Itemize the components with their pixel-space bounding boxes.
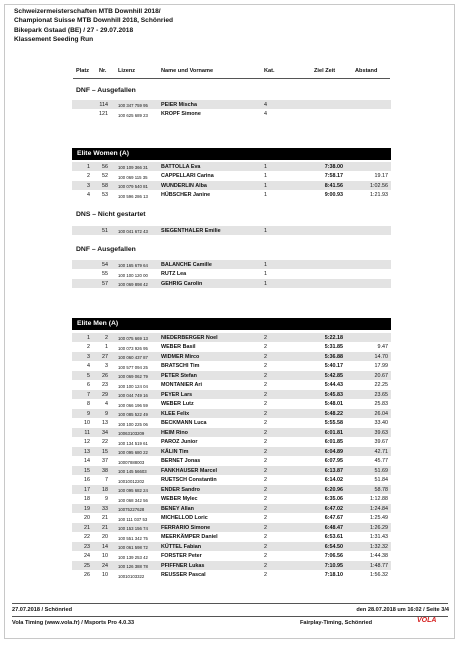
cell-zeit: 5:48.01: [324, 401, 343, 407]
cell-nr: 114: [99, 101, 108, 108]
cell-lizenz: 100 139 253 42: [118, 554, 148, 560]
cell-lizenz: 10063103209: [118, 431, 145, 437]
cell-zeit: 8:41.56: [324, 182, 343, 189]
cell-platz: 4: [87, 363, 90, 369]
footer-print-info: den 28.07.2018 um 16:02 / Seite 3/4: [356, 607, 449, 613]
table-row: [72, 172, 391, 181]
table-row: [72, 181, 391, 190]
cell-nr: 13: [102, 420, 108, 426]
cell-zeit: 6:13.87: [324, 467, 343, 474]
cell-lizenz: 100 165 679 64: [118, 263, 148, 269]
cell-zeit: 6:01.81: [324, 429, 343, 436]
cell-kat: 2: [264, 534, 267, 540]
cell-lizenz: 100 577 094 25: [118, 364, 148, 370]
cell-name: FERRARIO Simone: [161, 524, 211, 531]
cell-zeit: 6:04.89: [324, 448, 343, 455]
cell-platz: 1: [87, 163, 90, 170]
cell-name: PAROZ Junior: [161, 439, 198, 445]
cell-lizenz: 100 075 669 13: [118, 336, 148, 342]
cell-nr: 29: [102, 391, 108, 398]
table-row: [72, 343, 391, 352]
cell-name: BERNET Jonas: [161, 458, 201, 464]
cell-abstand: 39.63: [374, 429, 388, 436]
cell-zeit: 5:40.17: [324, 363, 343, 369]
col-header-name: Name und Vorname: [161, 68, 214, 74]
cell-zeit: 6:47.67: [324, 515, 343, 521]
cell-lizenz: 100 625 689 23: [118, 112, 148, 118]
cell-kat: 2: [264, 391, 267, 398]
cell-lizenz: 100 041 672 43: [118, 229, 148, 235]
cell-platz: 14: [84, 458, 90, 464]
table-row: [72, 371, 391, 380]
cell-zeit: 5:42.85: [324, 372, 343, 379]
header-subtitle: Championat Suisse MTB Downhill 2018, Schönried: [14, 17, 174, 25]
cell-name: BATTOLLA Eva: [161, 163, 201, 170]
cell-abstand: 9.47: [377, 344, 388, 350]
footer-rule-2: [12, 616, 448, 617]
cell-abstand: 23.65: [374, 391, 388, 398]
cell-name: HÜBSCHER Janine: [161, 192, 211, 198]
cell-kat: 2: [264, 382, 267, 388]
cell-name: KLEE Felix: [161, 410, 190, 417]
cell-name: BRATSCHI Tim: [161, 363, 200, 369]
cell-kat: 2: [264, 401, 267, 407]
cell-zeit: 7:58.17: [324, 173, 343, 179]
cell-platz: 16: [84, 477, 90, 483]
cell-nr: 37: [102, 458, 108, 464]
cell-platz: 24: [84, 553, 90, 559]
header-ranking-type: Klassement Seeding Run: [14, 35, 94, 43]
cell-lizenz: 100 134 519 61: [118, 440, 148, 446]
section-title-bar: [72, 318, 391, 330]
cell-nr: 53: [102, 192, 108, 198]
cell-kat: 1: [264, 182, 267, 189]
cell-name: WEBER Lutz: [161, 401, 194, 407]
table-row: [72, 270, 391, 279]
document-header: [14, 7, 173, 44]
table-row: [72, 191, 391, 200]
footer-timing: Fairplay-Timing, Schönried: [300, 620, 373, 626]
table-row: [72, 514, 391, 523]
cell-zeit: 5:45.83: [324, 391, 343, 398]
col-header-kat: Kat.: [264, 68, 275, 74]
cell-nr: 38: [102, 467, 108, 474]
table-row: [72, 226, 391, 235]
cell-abstand: 39.67: [374, 439, 388, 445]
cell-abstand: 51.84: [374, 477, 388, 483]
cell-name: RUTZ Lea: [161, 271, 187, 277]
cell-lizenz: 100 100 120 00: [118, 272, 148, 278]
cell-nr: 7: [105, 477, 108, 483]
cell-zeit: 5:22.18: [324, 334, 343, 341]
cell-name: HEIM Rino: [161, 429, 188, 436]
table-row: [72, 162, 391, 171]
cell-kat: 2: [264, 467, 267, 474]
cell-name: FANKHAUSER Marcel: [161, 467, 218, 474]
cell-kat: 1: [264, 227, 267, 234]
cell-kat: 4: [264, 101, 267, 108]
section-title: Elite Men (A): [77, 320, 119, 327]
cell-nr: 21: [102, 515, 108, 521]
cell-platz: 13: [84, 448, 90, 455]
col-header-nr: Nr.: [99, 68, 107, 74]
cell-lizenz: 100 100 124 04: [118, 383, 148, 389]
cell-nr: 23: [102, 382, 108, 388]
header-rule: [73, 78, 390, 79]
cell-nr: 57: [102, 280, 108, 287]
cell-name: WEBER Basil: [161, 344, 196, 350]
table-row: [72, 495, 391, 504]
cell-nr: 55: [102, 271, 108, 277]
cell-nr: 9: [105, 410, 108, 417]
cell-name: PETER Stefan: [161, 372, 197, 379]
cell-nr: 51: [102, 227, 108, 234]
cell-nr: 24: [102, 562, 108, 569]
cell-platz: 25: [84, 562, 90, 569]
cell-nr: 21: [102, 524, 108, 531]
cell-abstand: 58.78: [374, 486, 388, 493]
cell-zeit: 6:20.96: [324, 486, 343, 493]
cell-lizenz: 10010103322: [118, 573, 145, 579]
cell-name: MEERKÄMPER Daniel: [161, 534, 218, 540]
cell-kat: 1: [264, 280, 267, 287]
cell-name: RUETSCH Constantin: [161, 477, 217, 483]
cell-zeit: 5:36.88: [324, 353, 343, 360]
cell-name: BECKMANN Luca: [161, 420, 207, 426]
header-title: Schweizermeisterschaften MTB Downhill 2018/: [14, 8, 161, 15]
cell-kat: 2: [264, 553, 267, 559]
table-row: [72, 110, 391, 119]
table-row: [72, 352, 391, 361]
cell-abstand: 22.25: [374, 382, 388, 388]
cell-zeit: 6:14.02: [324, 477, 343, 483]
cell-lizenz: 100 066 196 59: [118, 402, 148, 408]
cell-lizenz: 100 100 225 06: [118, 421, 148, 427]
cell-lizenz: 10075227628: [118, 507, 145, 513]
cell-abstand: 1:26.29: [370, 524, 388, 531]
cell-nr: 22: [102, 439, 108, 445]
cell-platz: 23: [84, 543, 90, 550]
cell-kat: 1: [264, 271, 267, 277]
cell-lizenz: 100 068 342 56: [118, 497, 148, 503]
cell-kat: 2: [264, 429, 267, 436]
cell-kat: 2: [264, 410, 267, 417]
table-row: [72, 542, 391, 551]
cell-zeit: 7:06.56: [324, 553, 343, 559]
cell-zeit: 5:31.85: [324, 344, 343, 350]
cell-zeit: 6:35.06: [324, 496, 343, 502]
cell-zeit: 6:01.85: [324, 439, 343, 445]
cell-abstand: 42.71: [374, 448, 388, 455]
section-title: Elite Women (A): [77, 150, 129, 157]
table-row: [72, 419, 391, 428]
table-row: [72, 100, 391, 109]
table-row: [72, 333, 391, 342]
col-header-abstand: Abstand: [355, 68, 378, 74]
cell-nr: 27: [102, 353, 108, 360]
cell-name: MICHELLOD Loric: [161, 515, 208, 521]
cell-nr: 4: [105, 401, 108, 407]
cell-platz: 15: [84, 467, 90, 474]
cell-kat: 1: [264, 261, 267, 268]
table-row: [72, 362, 391, 371]
cell-zeit: 7:18.10: [324, 572, 343, 578]
cell-nr: 14: [102, 543, 108, 550]
cell-nr: 10: [102, 553, 108, 559]
cell-platz: 10: [84, 420, 90, 426]
cell-kat: 2: [264, 562, 267, 569]
table-row: [72, 571, 391, 580]
cell-platz: 2: [87, 173, 90, 179]
cell-platz: 18: [84, 496, 90, 502]
cell-lizenz: 100 079 540 81: [118, 184, 148, 190]
cell-abstand: 1:56.32: [370, 572, 388, 578]
cell-name: PFIFFNER Lukas: [161, 562, 205, 569]
cell-platz: 6: [87, 382, 90, 388]
cell-kat: 2: [264, 344, 267, 350]
cell-abstand: 51.69: [374, 467, 388, 474]
cell-nr: 26: [102, 372, 108, 379]
cell-platz: 9: [87, 410, 90, 417]
cell-nr: 58: [102, 182, 108, 189]
cell-platz: 22: [84, 534, 90, 540]
cell-name: NIEDERBERGER Noel: [161, 334, 218, 341]
cell-abstand: 19.17: [374, 173, 388, 179]
cell-nr: 1: [105, 344, 108, 350]
cell-name: MONTANIER Ari: [161, 382, 203, 388]
cell-name: CAPPELLARI Carina: [161, 173, 214, 179]
cell-name: SIEGENTHALER Emilie: [161, 227, 221, 234]
cell-name: PEYER Lars: [161, 391, 193, 398]
cell-kat: 2: [264, 486, 267, 493]
cell-name: REUSSER Pascal: [161, 572, 206, 578]
cell-name: KÄLIN Tim: [161, 448, 189, 455]
cell-lizenz: 100 145 56603: [118, 469, 147, 475]
cell-name: KROPF Simone: [161, 111, 201, 117]
cell-name: PEIER Mischa: [161, 101, 197, 108]
cell-zeit: 6:53.61: [324, 534, 343, 540]
section-title-bar: [72, 148, 391, 160]
cell-nr: 15: [102, 448, 108, 455]
cell-platz: 20: [84, 515, 90, 521]
cell-platz: 12: [84, 439, 90, 445]
cell-zeit: 6:07.95: [324, 458, 343, 464]
table-row: [72, 438, 391, 447]
cell-abstand: 1:48.77: [370, 562, 388, 569]
cell-zeit: 6:47.02: [324, 505, 343, 512]
cell-lizenz: 100 347 759 95: [118, 103, 148, 109]
footer-rule: [12, 603, 448, 604]
cell-abstand: 33.40: [374, 420, 388, 426]
cell-lizenz: 100 044 749 16: [118, 393, 148, 399]
cell-abstand: 1:32.32: [370, 543, 388, 550]
col-header-platz: Platz: [76, 68, 90, 74]
cell-name: WEBER Mylec: [161, 496, 198, 502]
table-row: [72, 466, 391, 475]
cell-nr: 52: [102, 173, 108, 179]
cell-kat: 2: [264, 496, 267, 502]
cell-lizenz: 100 153 156 74: [118, 526, 148, 532]
cell-name: BALANCHE Camille: [161, 261, 212, 268]
cell-lizenz: 100 069 062 79: [118, 374, 148, 380]
cell-kat: 2: [264, 448, 267, 455]
cell-zeit: 7:38.00: [324, 163, 343, 170]
cell-platz: 2: [87, 344, 90, 350]
cell-abstand: 1:02.56: [370, 182, 388, 189]
cell-abstand: 1:24.84: [370, 505, 388, 512]
cell-nr: 33: [102, 505, 108, 512]
table-row: [72, 390, 391, 399]
cell-kat: 4: [264, 111, 267, 117]
cell-kat: 2: [264, 505, 267, 512]
table-row: [72, 457, 391, 466]
cell-zeit: 6:48.47: [324, 524, 343, 531]
table-row: [72, 561, 391, 570]
col-header-zeit: Ziel Zeit: [314, 68, 336, 74]
cell-platz: 19: [84, 505, 90, 512]
cell-abstand: 25.83: [374, 401, 388, 407]
vola-logo: VOLA: [417, 617, 437, 624]
cell-abstand: 1:12.88: [370, 496, 388, 502]
cell-platz: 26: [84, 572, 90, 578]
cell-nr: 54: [102, 261, 108, 268]
cell-zeit: 5:48.22: [324, 410, 343, 417]
cell-lizenz: 100 060 437 87: [118, 355, 148, 361]
cell-kat: 2: [264, 515, 267, 521]
cell-lizenz: 10010012202: [118, 478, 145, 484]
cell-lizenz: 100 095 682 24: [118, 488, 148, 494]
cell-name: KÜTTEL Fabian: [161, 543, 202, 550]
cell-zeit: 5:44.43: [324, 382, 343, 388]
table-row: [72, 523, 391, 532]
cell-zeit: 6:54.50: [324, 543, 343, 550]
cell-abstand: 26.04: [374, 410, 388, 417]
cell-lizenz: 100 551 342 75: [118, 535, 148, 541]
cell-zeit: 9:00.93: [324, 192, 343, 198]
cell-kat: 2: [264, 477, 267, 483]
cell-lizenz: 100 095 680 22: [118, 450, 148, 456]
cell-platz: 17: [84, 486, 90, 493]
cell-abstand: 20.67: [374, 372, 388, 379]
cell-lizenz: 100 596 286 13: [118, 193, 148, 199]
cell-platz: 11: [84, 429, 90, 436]
cell-name: ENDER Sandro: [161, 486, 200, 493]
table-row: [72, 279, 391, 288]
cell-platz: 5: [87, 372, 90, 379]
header-venue: Bikepark Gstaad (BE) / 27 - 29.07.2018: [14, 26, 134, 34]
cell-kat: 2: [264, 353, 267, 360]
table-row: [72, 552, 391, 561]
cell-abstand: 1:31.43: [370, 534, 388, 540]
table-row: [72, 409, 391, 418]
cell-platz: 1: [87, 334, 90, 341]
table-row: [72, 428, 391, 437]
cell-name: GEHRIG Carolin: [161, 280, 203, 287]
cell-lizenz: 100 069 115 35: [118, 174, 148, 180]
cell-abstand: 45.77: [374, 458, 388, 464]
cell-kat: 2: [264, 420, 267, 426]
cell-name: BENEY Allan: [161, 505, 194, 512]
cell-nr: 3: [105, 363, 108, 369]
cell-lizenz: 100 126 388 78: [118, 564, 148, 570]
footer-date-place: 27.07.2018 / Schönried: [12, 607, 73, 613]
cell-zeit: 5:55.58: [324, 420, 343, 426]
table-row: [72, 485, 391, 494]
cell-nr: 34: [102, 429, 108, 436]
cell-lizenz: 100 069 898 42: [118, 282, 148, 288]
cell-platz: 4: [87, 192, 90, 198]
cell-kat: 2: [264, 543, 267, 550]
table-row: [72, 504, 391, 513]
table-row: [72, 476, 391, 485]
cell-abstand: 1:25.49: [370, 515, 388, 521]
cell-lizenz: 100 109 366 31: [118, 165, 148, 171]
cell-lizenz: 100 061 598 72: [118, 545, 148, 551]
cell-abstand: 1:21.93: [370, 192, 388, 198]
table-row: [72, 533, 391, 542]
cell-nr: 56: [102, 163, 108, 170]
cell-kat: 1: [264, 163, 267, 170]
cell-lizenz: 100 111 037 53: [118, 516, 148, 522]
cell-lizenz: 10007888003: [118, 459, 145, 465]
cell-platz: 7: [87, 391, 90, 398]
cell-lizenz: 100 085 522 49: [118, 412, 148, 418]
cell-kat: 2: [264, 458, 267, 464]
cell-nr: 18: [102, 486, 108, 493]
col-header-lizenz: Lizenz: [118, 68, 136, 74]
cell-kat: 2: [264, 363, 267, 369]
cell-kat: 2: [264, 572, 267, 578]
cell-kat: 2: [264, 439, 267, 445]
cell-nr: 10: [102, 572, 108, 578]
cell-nr: 20: [102, 534, 108, 540]
cell-platz: 3: [87, 353, 90, 360]
cell-platz: 21: [84, 524, 90, 531]
table-row: [72, 381, 391, 390]
cell-kat: 2: [264, 334, 267, 341]
cell-lizenz: 100 073 926 95: [118, 345, 148, 351]
cell-name: FORSTER Peter: [161, 553, 202, 559]
cell-nr: 121: [99, 111, 108, 117]
cell-name: WIDMER Mirco: [161, 353, 200, 360]
section-title: DNF – Ausgefallen: [76, 246, 136, 253]
cell-kat: 1: [264, 173, 267, 179]
section-title: DNF – Ausgefallen: [76, 87, 136, 94]
footer-software: Vola Timing (www.vola.fr) / Msports Pro 4.0.33: [12, 620, 135, 626]
cell-name: WUNDERLIN Alba: [161, 182, 207, 189]
cell-abstand: 1:44.38: [370, 553, 388, 559]
cell-platz: 3: [87, 182, 90, 189]
table-row: [72, 400, 391, 409]
cell-kat: 2: [264, 524, 267, 531]
section-title: DNS – Nicht gestartet: [76, 211, 146, 218]
cell-nr: 9: [105, 496, 108, 502]
cell-kat: 1: [264, 192, 267, 198]
cell-kat: 2: [264, 372, 267, 379]
cell-abstand: 17.99: [374, 363, 388, 369]
cell-abstand: 14.70: [374, 353, 388, 360]
table-row: [72, 260, 391, 269]
table-row: [72, 447, 391, 456]
cell-zeit: 7:10.95: [324, 562, 343, 569]
cell-platz: 8: [87, 401, 90, 407]
cell-nr: 2: [105, 334, 108, 341]
